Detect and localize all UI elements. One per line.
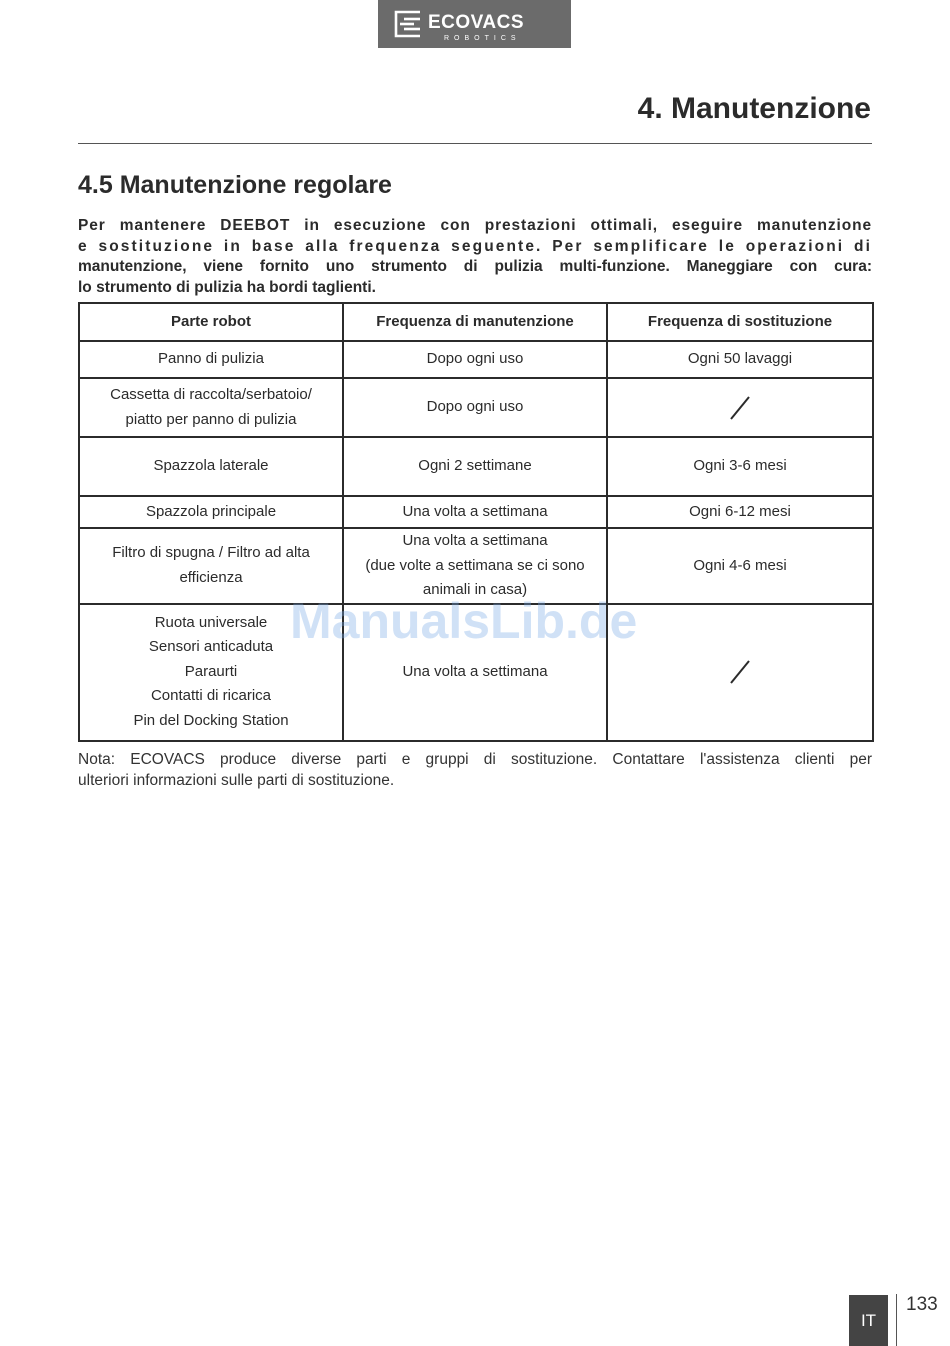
not-applicable-slash-icon bbox=[729, 659, 751, 685]
table-row bbox=[79, 341, 873, 378]
part-name: Cassetta di raccolta/serbatoio/ bbox=[110, 386, 312, 403]
part-name: Ruota universale bbox=[154, 613, 268, 631]
part-cell bbox=[79, 378, 343, 437]
intro-line: lo strumento di pulizia ha bordi taglienti. bbox=[78, 278, 376, 296]
part-name: Pin del Docking Station bbox=[133, 711, 289, 729]
maintenance-frequency: animali in casa) bbox=[422, 581, 528, 598]
replacement-cell bbox=[607, 604, 873, 741]
part-name: Spazzola principale bbox=[145, 502, 277, 520]
replacement-cell: Ogni 3-6 mesi bbox=[607, 437, 873, 496]
part-name: efficienza bbox=[179, 568, 243, 586]
table-row bbox=[79, 437, 873, 496]
column-header-maintenance: Frequenza di manutenzione bbox=[343, 303, 607, 341]
header-divider bbox=[78, 143, 872, 144]
watermark: ManualsLib.de bbox=[290, 593, 638, 649]
part-name: Panno di pulizia bbox=[158, 350, 264, 368]
part-name: Filtro di spugna / Filtro ad alta bbox=[112, 544, 310, 562]
replacement-cell: Ogni 6-12 mesi bbox=[607, 496, 873, 528]
part-cell bbox=[79, 496, 343, 528]
maintenance-frequency: Una volta a settimana bbox=[402, 662, 548, 680]
maintenance-frequency: Una volta a settimana bbox=[402, 532, 548, 549]
intro-paragraph bbox=[78, 216, 872, 298]
part-name: Paraurti bbox=[184, 662, 238, 680]
page-number: 133 bbox=[906, 1294, 938, 1315]
table-row bbox=[79, 378, 873, 437]
column-header-replacement: Frequenza di sostituzione bbox=[607, 303, 873, 341]
part-name: Spazzola laterale bbox=[153, 457, 269, 475]
part-name: piatto per panno di pulizia bbox=[125, 410, 297, 428]
table-header-row bbox=[79, 303, 873, 341]
maintenance-frequency: (due volte a settimana se ci sono bbox=[365, 556, 585, 574]
note-line: Nota: ECOVACS produce diverse parti e gruppi di sostituzione. Contattare l'assistenza clienti per bbox=[78, 751, 872, 768]
intro-line: e sostituzione in base alla frequenza seguente. Per semplificare le operazioni di bbox=[78, 237, 872, 255]
logo-brand: ECOVACS bbox=[427, 12, 524, 33]
part-cell bbox=[79, 341, 343, 378]
maintenance-table bbox=[78, 302, 874, 742]
maintenance-cell bbox=[343, 378, 607, 437]
maintenance-frequency: Una volta a settimana bbox=[402, 502, 548, 520]
note-paragraph bbox=[78, 750, 872, 791]
maintenance-cell bbox=[343, 341, 607, 378]
part-cell bbox=[79, 437, 343, 496]
ecovacs-logo-icon bbox=[390, 4, 560, 44]
language-badge: IT bbox=[849, 1295, 888, 1346]
ecovacs-logo bbox=[378, 0, 571, 48]
maintenance-cell bbox=[343, 437, 607, 496]
intro-line: Per mantenere DEEBOT in esecuzione con prestazioni ottimali, eseguire manutenzione bbox=[78, 217, 872, 234]
maintenance-frequency: Ogni 2 settimane bbox=[418, 457, 532, 475]
not-applicable-slash-icon bbox=[729, 395, 751, 421]
replacement-cell bbox=[607, 378, 873, 437]
part-name: Sensori anticaduta bbox=[148, 638, 274, 656]
page-number-divider bbox=[896, 1294, 897, 1346]
maintenance-cell bbox=[343, 496, 607, 528]
note-line: ulteriori informazioni sulle parti di sostituzione. bbox=[78, 771, 395, 789]
maintenance-frequency: Dopo ogni uso bbox=[426, 350, 524, 368]
chapter-title: 4. Manutenzione bbox=[637, 92, 871, 125]
logo-sub: ROBOTICS bbox=[443, 35, 521, 42]
replacement-cell: Ogni 50 lavaggi bbox=[607, 341, 873, 378]
part-name: Contatti di ricarica bbox=[150, 687, 272, 705]
replacement-cell: Ogni 4-6 mesi bbox=[607, 528, 873, 604]
section-title: 4.5 Manutenzione regolare bbox=[78, 171, 392, 199]
column-header-part: Parte robot bbox=[79, 303, 343, 341]
maintenance-frequency: Dopo ogni uso bbox=[426, 398, 524, 416]
intro-line: manutenzione, viene fornito uno strumento di pulizia multi-funzione. Maneggiare con cura: bbox=[78, 258, 872, 275]
table-row bbox=[79, 496, 873, 528]
